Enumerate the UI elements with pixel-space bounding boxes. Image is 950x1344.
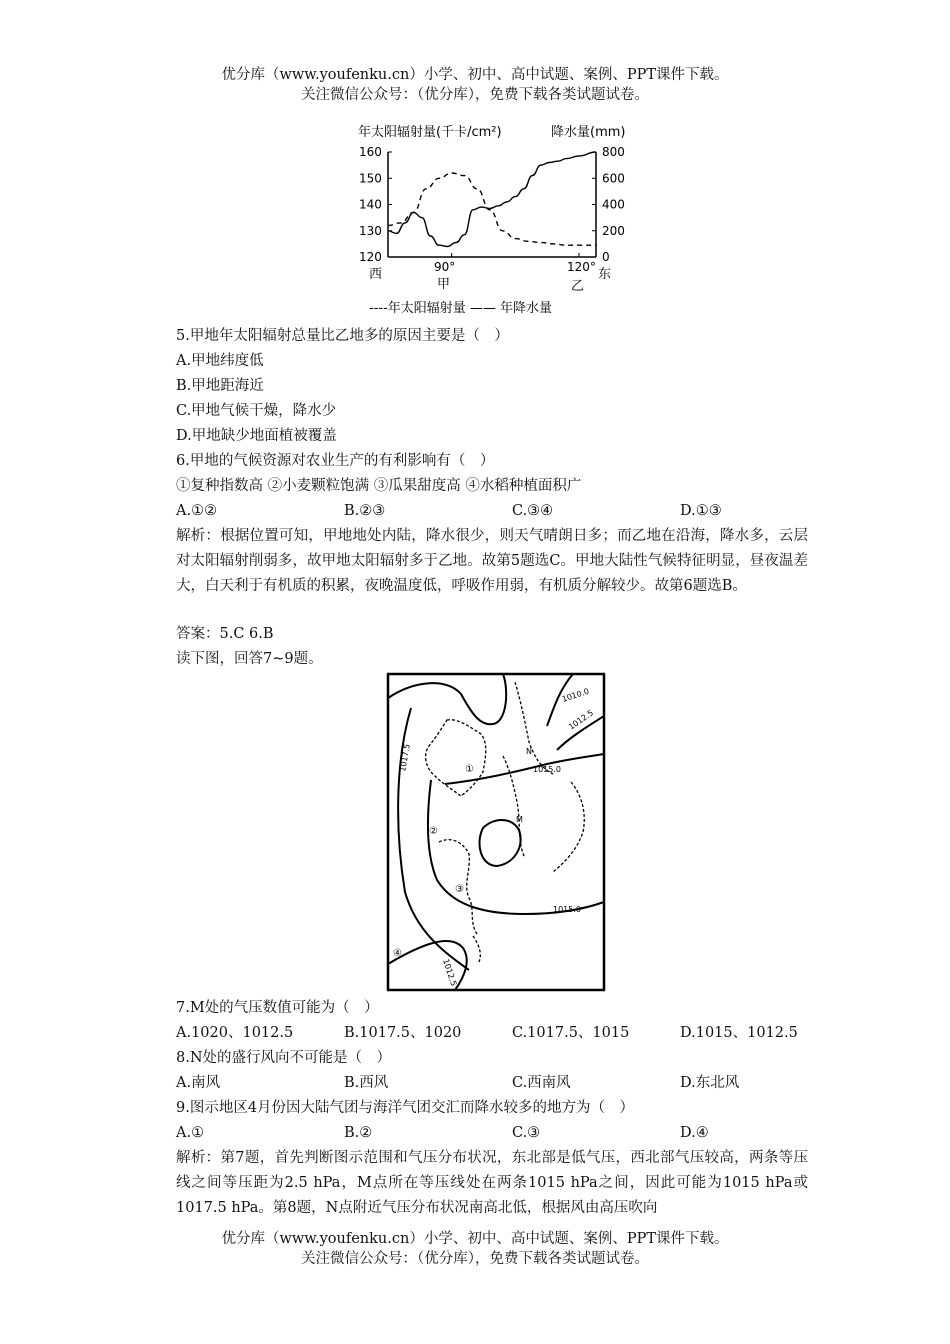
q7-stem: 7.M处的气压数值可能为（ ） [176,1000,379,1016]
x-label-west: 西 [369,267,383,282]
q7-option-a: A.1020、1012.5 [176,1025,294,1041]
right-tick-label: 800 [602,145,625,159]
q6-option-b: B.②③ [344,503,386,519]
point-n-label: N [526,747,532,756]
q9-option-b: B.② [344,1125,373,1141]
right-tick-label: 0 [602,250,610,264]
chart-right-title: 降水量(mm) [551,125,625,140]
region-3-label: ③ [455,884,464,895]
q5-option-b: B.甲地距海近 [176,378,264,394]
q6-option-a: A.①② [176,503,218,519]
page-footer-line2: 关注微信公众号：（优分库），免费下载各类试题试卷。 [301,1251,649,1267]
q5-option-d: D.甲地缺少地面植被覆盖 [176,428,337,444]
q8-stem: 8.N处的盛行风向不可能是（ ） [176,1050,392,1066]
q6-option-c: C.③④ [512,503,554,519]
right-tick-label: 400 [602,197,625,212]
chart-legend: ----年太阳辐射量 —— 年降水量 [369,301,553,316]
q8-option-d: D.东北风 [680,1075,740,1091]
q5-option-c: C.甲地气候干燥，降水少 [176,403,337,419]
analysis-5-6: 解析：根据位置可知，甲地地处内陆，降水很少，则天气晴朗日多；而乙地在沿海，降水多，云层对太阳辐射削弱多，故甲地太阳辐射多于乙地。故第5题选C。甲地大陆性气候特征明显，昼夜温差大，白天利于有机质的积累，夜晚温度低，呼吸作用弱，有机质分解较少。故第6题选B。 [176,528,808,594]
isobar-label-1017: 1017.5 [398,743,412,773]
isobar-label-1015-low: 1015.0 [553,905,581,914]
x-label-jia: 甲 [437,277,451,292]
x-label-east: 东 [598,267,612,282]
left-tick-label: 160 [359,145,382,159]
page-header-line2: 关注微信公众号：（优分库），免费下载各类试题试卷。 [301,87,649,103]
q8-option-a: A.南风 [176,1075,221,1091]
x-label-120: 120° [567,260,596,274]
q9-option-c: C.③ [512,1125,541,1141]
chart-left-title: 年太阳辐射量(千卡/cm²) [358,125,502,140]
point-m-label: M [516,815,523,824]
analysis-7-9: 解析：第7题，首先判断图示范围和气压分布状况，东北部是低气压，西北部气压较高，两条等压线之间等压距为2.5 hPa，M点所在等压线处在两条1015 hPa之间，因此可能为1015 hPa或1017.5 hPa。第8题，N点附近气压分布状况南高北低，根据风由高压吹向 [176,1150,808,1216]
answer-5-6: 答案：5.C 6.B [176,626,274,642]
left-tick-label: 140 [359,197,382,212]
isobar-label-1012-low: 1012.5 [441,957,459,988]
read-prompt: 读下图，回答7~9题。 [176,651,323,667]
page-footer-line1: 优分库（www.youfenku.cn）小学、初中、高中试题、案例、PPT课件下载。 [221,1231,729,1247]
left-tick-label: 130 [359,223,382,238]
q9-stem: 9.图示地区4月份因大陆气团与海洋气团交汇而降水较多的地方为（ ） [176,1100,635,1116]
left-tick-label: 120 [359,250,382,264]
right-tick-label: 600 [602,171,625,186]
isobar-label-1012-top: 1012.5 [566,708,596,732]
q7-option-c: C.1017.5、1015 [512,1025,630,1041]
q9-option-a: A.① [176,1125,205,1141]
q5-option-a: A.甲地纬度低 [176,353,264,369]
q9-option-d: D.④ [680,1125,709,1141]
right-tick-label: 200 [602,223,625,238]
q8-option-c: C.西南风 [512,1075,571,1091]
series-solar-radiation-line [388,173,596,245]
q6-items: ①复种指数高 ②小麦颗粒饱满 ③瓜果甜度高 ④水稻种植面积广 [176,478,582,494]
q7-option-d: D.1015、1012.5 [680,1025,798,1041]
left-tick-label: 150 [359,171,382,186]
series-precipitation-line [388,152,596,247]
q5-stem: 5.甲地年太阳辐射总量比乙地多的原因主要是（ ） [176,328,509,344]
q6-option-d: D.①③ [680,503,722,519]
region-2-label: ② [429,826,438,837]
region-1-label: ① [465,764,474,775]
region-4-label: ④ [393,948,402,959]
radiation-precipitation-chart [355,118,625,318]
x-label-90: 90° [434,260,456,274]
isobar-map [385,672,607,994]
isobar-label-1010-top: 1010.0 [560,686,591,704]
q6-stem: 6.甲地的气候资源对农业生产的有利影响有（ ） [176,453,495,469]
page-header-line1: 优分库（www.youfenku.cn）小学、初中、高中试题、案例、PPT课件下载。 [221,67,729,83]
isobar-label-1015-mid: 1015.0 [533,765,561,774]
q8-option-b: B.西风 [344,1075,389,1091]
q7-option-b: B.1017.5、1020 [344,1025,462,1041]
x-label-yi: 乙 [571,279,585,294]
